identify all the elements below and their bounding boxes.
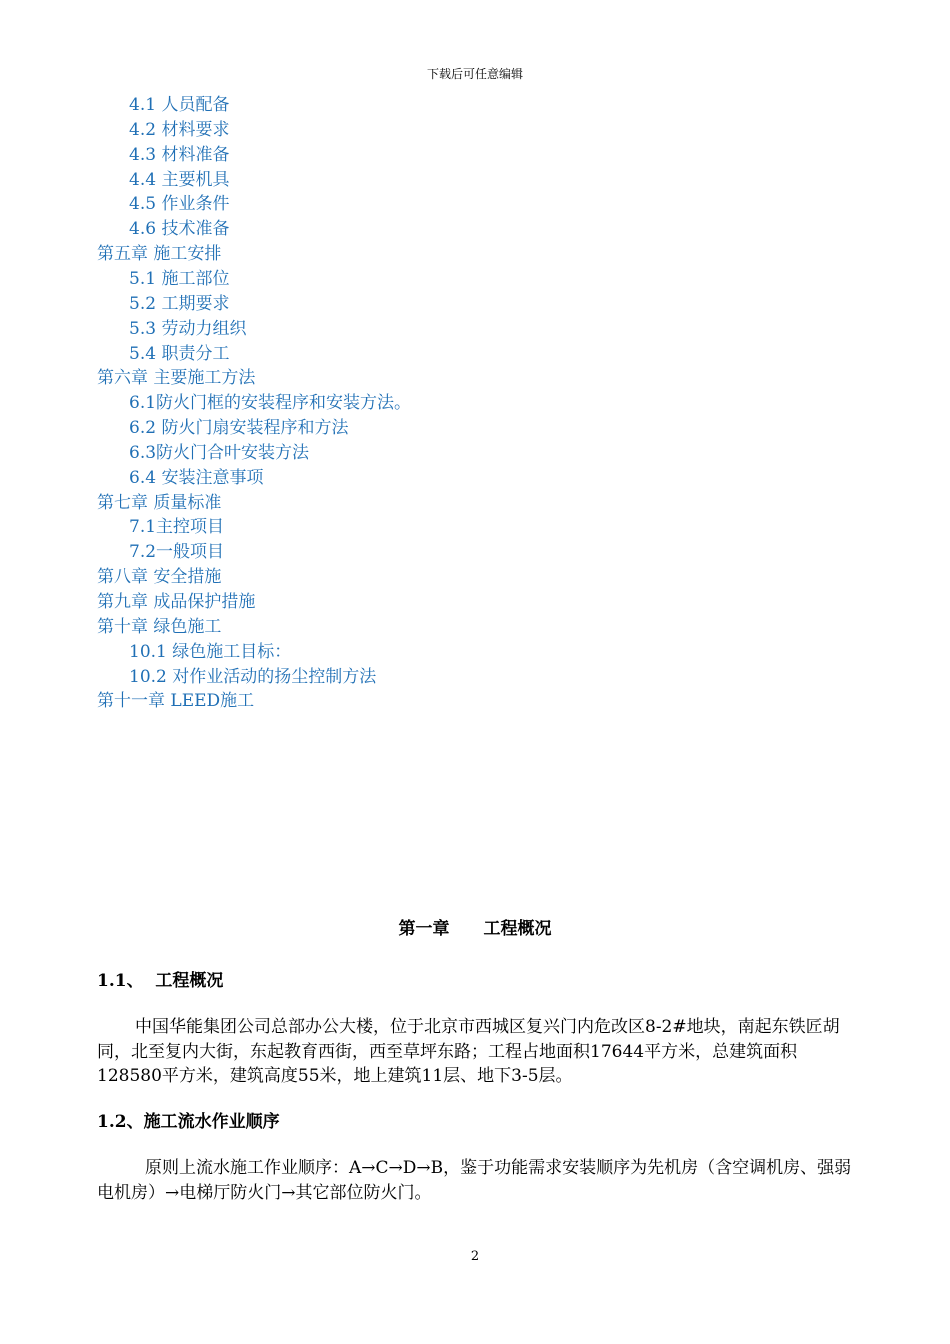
toc-chapter-entry[interactable]: 第九章 成品保护措施 (97, 592, 256, 612)
toc-chapter-entry[interactable]: 第十章 绿色施工 (97, 616, 222, 637)
toc-section-entry[interactable]: 6.4 安装注意事项 (129, 467, 264, 488)
toc-chapter-entry[interactable]: 第八章 安全措施 (97, 567, 222, 588)
page-header: 下载后可任意编辑 (426, 67, 523, 81)
toc-section-entry[interactable]: 6.2 防火门扇安装程序和方法 (129, 418, 349, 439)
toc-section-entry[interactable]: 4.1 人员配备 (129, 95, 230, 115)
toc-section-entry[interactable]: 5.1 施工部位 (129, 268, 230, 289)
section-body-1-1: 中国华能集团公司总部办公大楼，位于北京市西城区复兴门内危改区8-2#地块，南起东铁匠胡同，北至复内大街，东起教育西街，西至草坪东路；工程占地面积17644平方米，总建筑面积128580平方米，建筑高度55米，地上建筑11层、地下3-5层。 (97, 1017, 840, 1086)
toc-section-entry[interactable]: 5.3 劳动力组织 (129, 318, 247, 339)
section-heading-1-1: 1.1、 工程概况 (97, 971, 224, 991)
toc-section-entry[interactable]: 5.2 工期要求 (129, 293, 230, 314)
toc-chapter-entry[interactable]: 第十一章 LEED施工 (97, 691, 255, 712)
toc-chapter-entry[interactable]: 第五章 施工安排 (97, 244, 222, 265)
toc-chapter-entry[interactable]: 第七章 质量标准 (97, 492, 222, 513)
toc-section-entry[interactable]: 10.1 绿色施工目标： (129, 641, 292, 662)
toc-section-entry[interactable]: 4.3 材料准备 (129, 144, 230, 165)
page-number: 2 (470, 1249, 480, 1264)
toc-section-entry[interactable]: 7.2一般项目 (129, 542, 225, 563)
chapter-title: 第一章 工程概况 (398, 919, 552, 939)
toc-section-entry[interactable]: 6.1防火门框的安装程序和安装方法。 (129, 393, 412, 414)
toc-section-entry[interactable]: 10.2 对作业活动的扬尘控制方法 (129, 666, 377, 687)
section-body-1-2: 原则上流水施工作业顺序：A→C→D→B，鉴于功能需求安装顺序为先机房（含空调机房、强弱电机房）→电梯厅防火门→其它部位防火门。 (97, 1158, 852, 1203)
toc-section-entry[interactable]: 4.4 主要机具 (129, 169, 230, 190)
toc-section-entry[interactable]: 4.5 作业条件 (129, 194, 230, 215)
toc-section-entry[interactable]: 4.6 技术准备 (129, 219, 230, 240)
toc-section-entry[interactable]: 4.2 材料要求 (129, 119, 230, 140)
toc-section-entry[interactable]: 5.4 职责分工 (129, 343, 230, 364)
toc-chapter-entry[interactable]: 第六章 主要施工方法 (97, 368, 256, 389)
toc-section-entry[interactable]: 6.3防火门合叶安装方法 (129, 442, 310, 463)
toc-section-entry[interactable]: 7.1主控项目 (129, 517, 225, 538)
section-heading-1-2: 1.2、施工流水作业顺序 (97, 1112, 280, 1132)
